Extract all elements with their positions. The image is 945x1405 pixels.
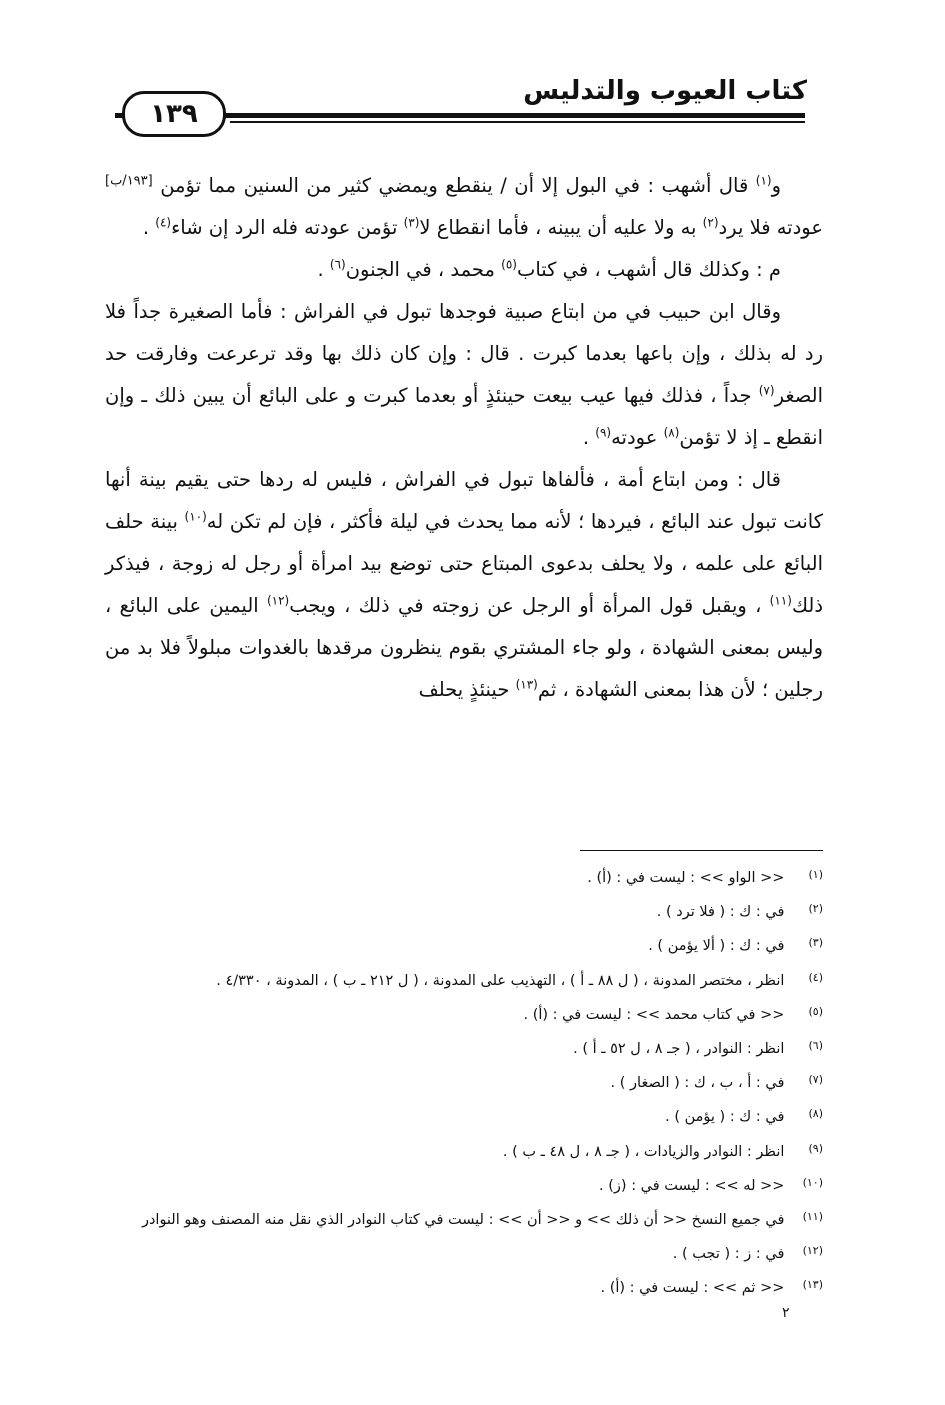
- footnote-12: (١٢) في : ز : ( تجب ) .: [672, 1244, 823, 1263]
- footnote-5: (٥) << في كتاب محمد >> : ليست في : (أ) .: [523, 1004, 823, 1023]
- folio-marker: [١٩٣/ب]: [105, 173, 153, 189]
- footnote-separator: [580, 850, 823, 851]
- footnote-ref-6[interactable]: (٦): [329, 257, 346, 272]
- footnote-ref-11[interactable]: (١١): [769, 593, 792, 608]
- paragraph-4: قال : ومن ابتاع أمة ، فألفاها تبول في الفراش ، فليس له ردها حتى يقيم بينة أنها كانت تبول عند البائع ، فيردها ؛ لأنه مما يحدث في ليلة فأكثر ، فإن لم تكن له$^{(١٠)}$ بينة حلف البائع على علمه ، ولا يحلف بدعوى المبتاع حتى توضع بيد امرأة أو رجل له زوجة ، فيذكر ذلك$^{(١١)}$ ، ويقبل قول المرأة أو الرجل عن زوجته في ذلك ، ويجب$^{(١٢)}$ اليمين على البائع ، وليس بمعنى الشهادة ، ولو جاء المشتري بقوم ينظرون مرقدها بالغدوات مبلولاً فلا بد من رجلين ؛ لأن هذا بمعنى الشهادة ، ثم$^{(١٣)}$ حينئذٍ يحلف: [105, 468, 823, 701]
- footnote-ref-12[interactable]: (١٢): [266, 593, 290, 608]
- footnote-ref-5[interactable]: (٥): [501, 257, 517, 272]
- footnotes: [105, 858, 823, 1302]
- footnote-9: (٩) انظر : النوادر والزيادات ، ( جـ ٨ ، ل ٤٨ ـ ب ) .: [502, 1141, 823, 1160]
- paragraph-3: وقال ابن حبيب في من ابتاع صبية فوجدها تبول في الفراش : فأما الصغيرة جداً فلا رد له بذلك ، وإن باعها بعدما كبرت . قال : وإن كان ذلك بها وقد ترعرعت وفارقت حد الصغر$^{(٧)}$ جداً ، فذلك فيها عيب بيعت حينئذٍ أو بعدما كبرت و على البائع أن يبين ذلك ـ وإن انقطع ـ إذ لا تؤمن$^{(٨)}$ عودته$^{(٩)}$ .: [105, 300, 823, 449]
- footnote-2: (٢) في : ك : ( فلا ترد ) .: [656, 902, 823, 921]
- footnote-ref-2[interactable]: (٢): [702, 215, 719, 230]
- footnote-8: (٨) في : ك : ( يؤمن ) .: [665, 1107, 823, 1126]
- footnote-ref-1[interactable]: (١): [755, 173, 772, 188]
- footnote-ref-13[interactable]: (١٣): [515, 677, 538, 692]
- paragraph-2: م : وكذلك قال أشهب ، في كتاب$^{(٥)}$ محمد ، في الجنون$^{(٦)}$ .: [317, 257, 781, 281]
- footnote-ref-4[interactable]: (٤): [155, 215, 172, 230]
- footnote-4: (٤) انظر ، مختصر المدونة ، ( ل ٨٨ ـ أ ) ، التهذيب على المدونة ، ( ل ٢١٢ ـ ب ) ، المدونة ، ٤/٣٣٠ .: [216, 970, 823, 989]
- page-signature-mark: ٢: [782, 1305, 790, 1321]
- footnote-ref-3[interactable]: (٣): [403, 215, 420, 230]
- footnote-ref-8[interactable]: (٨): [663, 425, 680, 440]
- footnote-7: (٧) في : أ ، ب ، ك : ( الصغار ) .: [610, 1073, 823, 1092]
- footnote-11: (١١) في جميع النسخ << أن ذلك >> و << أن >> : ليست في كتاب النوادر الذي نقل منه المصنف وهو النوادر: [141, 1209, 823, 1228]
- header-rule-thin: [230, 121, 805, 123]
- page-header: [0, 0, 945, 140]
- page-number: ١٣٩: [122, 91, 226, 137]
- footnote-10: (١٠) << له >> : ليست في : (ز) .: [599, 1175, 823, 1194]
- paragraph-1: و$^{(١)}$ قال أشهب : في البول إلا أن / ينقطع ويمضي كثير من السنين مما تؤمن [١٩٣/ب] عودته فلا يرد$^{(٢)}$ به ولا عليه أن يبينه ، فأما انقطاع لا$^{(٣)}$ تؤمن عودته فله الرد إن شاء$^{(٤)}$ .: [105, 173, 823, 239]
- footnote-ref-9[interactable]: (٩): [595, 425, 612, 440]
- footnote-ref-7[interactable]: (٧): [758, 383, 775, 398]
- footnote-1: (١) << الواو >> : ليست في : (أ) .: [587, 868, 823, 886]
- footnote-3: (٣) في : ك : ( ألا يؤمن ) .: [648, 936, 823, 955]
- footnote-6: (٦) انظر : النوادر ، ( جـ ٨ ، ل ٥٢ ـ أ ) .: [573, 1038, 823, 1057]
- footnote-ref-10[interactable]: (١٠): [184, 509, 207, 524]
- footnote-13: (١٣) << ثم >> : ليست في : (أ) .: [600, 1278, 823, 1297]
- book-title: كتاب العيوب والتدليس: [523, 76, 807, 106]
- main-text: [105, 165, 823, 711]
